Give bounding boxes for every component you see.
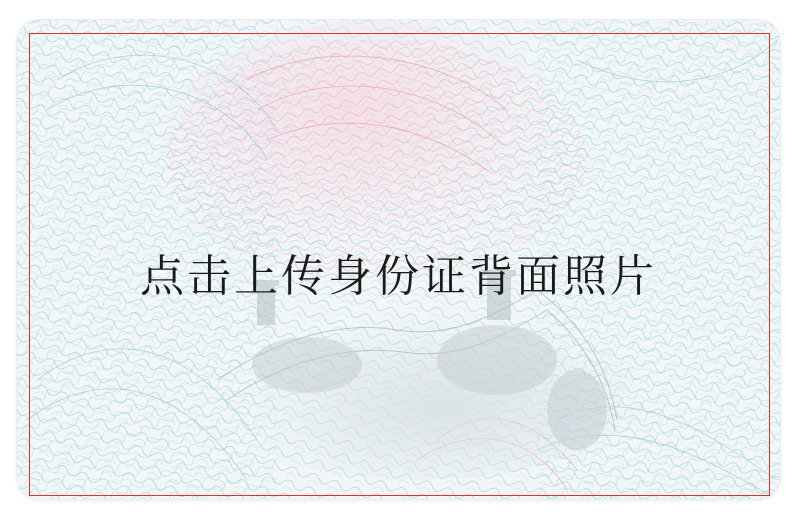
upload-prompt-text[interactable]: 点击上传身份证背面照片	[140, 251, 657, 302]
id-card-back-upload-area[interactable]	[17, 20, 780, 499]
